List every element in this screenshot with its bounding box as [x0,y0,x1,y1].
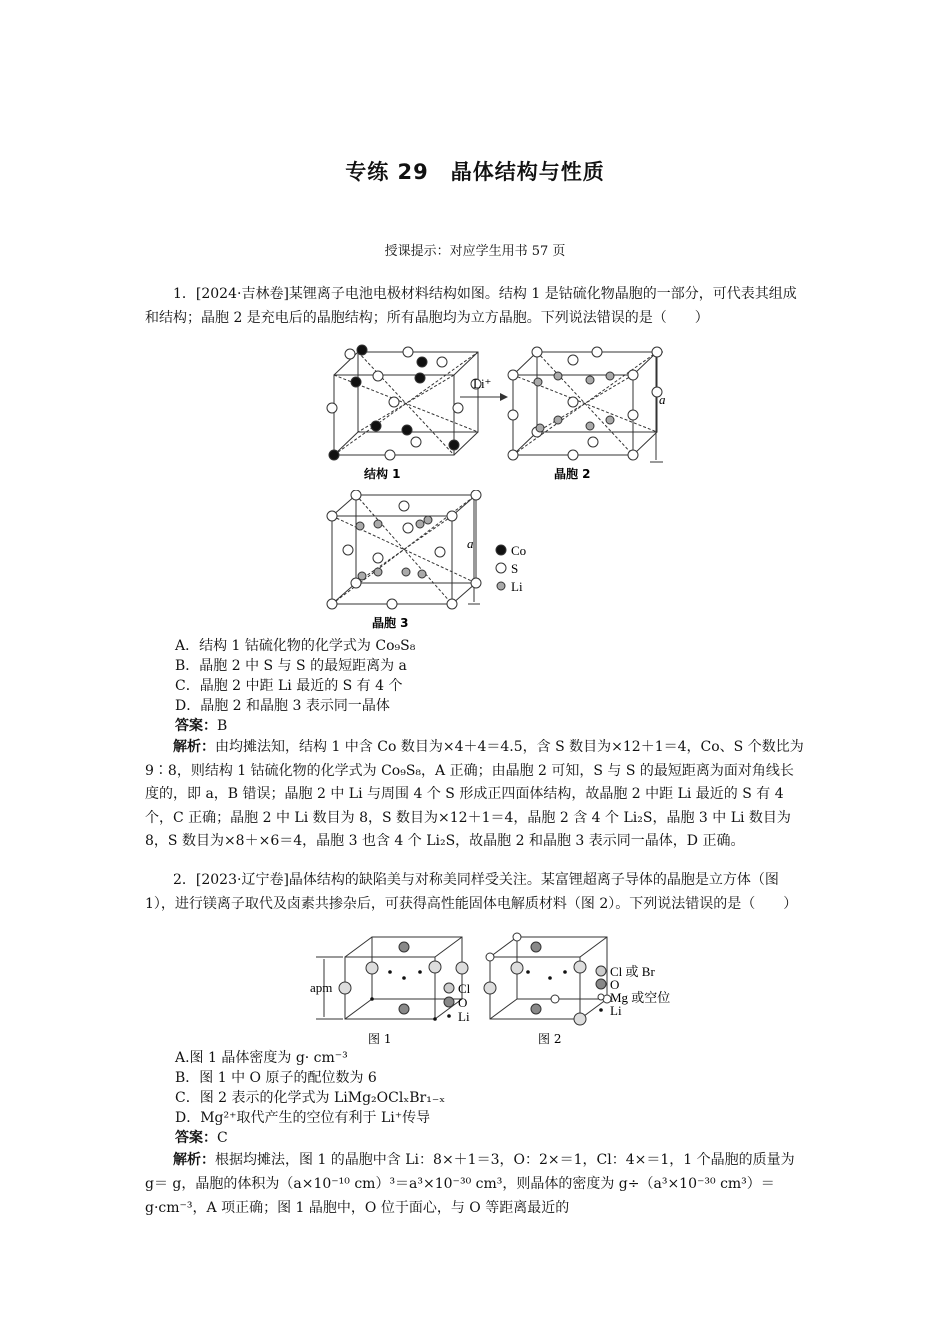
apm-label: apm [310,980,333,995]
q1-option-c: C．晶胞 2 中距 Li 最近的 S 有 4 个 [175,678,403,694]
q2-analysis-label: 解析： [173,1152,215,1168]
fig2-legend-o: O [610,977,620,992]
q1-answer-value: B [217,718,228,734]
q1-analysis-label: 解析： [173,739,215,755]
lesson-hint: 授课提示：对应学生用书 57 页 [384,244,566,259]
q2-figures [310,932,690,1050]
q2-option-b: B．图 1 中 O 原子的配位数为 6 [175,1070,377,1086]
q2-option-d: D．Mg²⁺取代产生的空位有利于 Li⁺传导 [175,1110,431,1126]
q1-stem: 1．[2024·吉林卷]某锂离子电池电极材料结构如图。结构 1 是钴硫化物晶胞的一部分，可代表其组成和结构；晶胞 2 是充电后的晶胞结构；所有晶胞均为立方晶胞。下列说法错误的是（ ） [145,286,797,326]
page-title: 专练 29 晶体结构与性质 [345,160,605,184]
q2-answer-value: C [217,1130,228,1146]
q1-figure-cell3 [320,490,540,632]
q2-answer-label: 答案： [175,1130,217,1146]
q1-analysis [145,736,807,854]
q1-figure-structure1-cell2 [320,340,670,488]
q1-answer-label: 答案： [175,718,217,734]
fig2-caption: 图 2 [538,1032,562,1046]
q2-analysis-text: 根据均摊法，图 1 的晶胞中含 Li：8×＋1＝3，O：2×＝1，Cl：4×＝1，1 个晶胞的质量为 g＝ g，晶胞的体积为（a×10⁻¹⁰ cm）³＝a³×10⁻³⁰ cm³，则晶体的密度为 g÷（a³×10⁻³⁰ cm³）＝ g·cm⁻³，A 项正确；图 1 晶胞中，O 位于面心，与 O 等距离最近的 [145,1152,795,1216]
fig2-legend-clbr: Cl 或 Br [610,964,655,979]
structure1-caption: 结构 1 [364,467,401,481]
q1-option-d: D．晶胞 2 和晶胞 3 表示同一晶体 [175,698,390,714]
cell3-caption: 晶胞 3 [372,616,409,630]
fig1-legend-li: Li [458,1009,470,1024]
q2-stem: 2．[2023·辽宁卷]晶体结构的缺陷美与对称美同样受关注。某富锂超离子导体的晶胞是立方体（图 1），进行镁离子取代及卤素共掺杂后，可获得高性能固体电解质材料（图 2）。下列说法错误的是（ ） [145,872,798,912]
q2-option-a: A.图 1 晶体密度为 g· cm⁻³ [175,1050,348,1066]
fig2-legend-li: Li [610,1003,622,1018]
cell2-caption: 晶胞 2 [554,467,591,481]
edge-a-label: a [659,392,666,407]
fig1-legend-cl: Cl [458,981,471,996]
cell3-edge-label: a [467,536,474,551]
legend-co: Co [511,543,527,558]
q1-analysis-text: 由均摊法知，结构 1 中含 Co 数目为×4＋4＝4.5，含 S 数目为×12＋1＝4，Co、S 个数比为 9∶8，则结构 1 钴硫化物的化学式为 Co₉S₈，A 正确；由晶胞 2 可知，S 与 S 的最短距离为面对角线长度的，即 a，B 错误；晶胞 2 中 Li 与周围 4 个 S 形成正四面体结构，故晶胞 2 中距 Li 最近的 S 有 4 个，C 正确；晶胞 2 中 Li 数目为 8，S 数目为×12＋1＝4，晶胞 2 含 4 个 Li₂S，晶胞 3 中 Li 数目为 8，S 数目为×8＋×6＝4，晶胞 3 也含 4 个 Li₂S，故晶胞 2 和晶胞 3 表示同一晶体，D 正确。 [145,739,804,849]
q1-option-a: A．结构 1 钴硫化物的化学式为 Co₉S₈ [175,638,416,654]
q1-option-b: B．晶胞 2 中 S 与 S 的最短距离为 a [175,658,407,674]
legend-li: Li [511,579,523,594]
fig1-caption: 图 1 [368,1032,392,1046]
fig2-legend-mg: Mg 或空位 [610,990,671,1005]
q2-analysis [145,1148,807,1220]
q2-option-c: C．图 2 表示的化学式为 LiMg₂OClₓBr₁₋ₓ [175,1090,446,1106]
q2-answer [175,1128,228,1148]
legend-s: S [511,561,519,576]
fig1-legend-o: O [458,995,468,1010]
li-arrow-label: Li⁺ [473,376,492,391]
q1-answer [175,716,227,736]
